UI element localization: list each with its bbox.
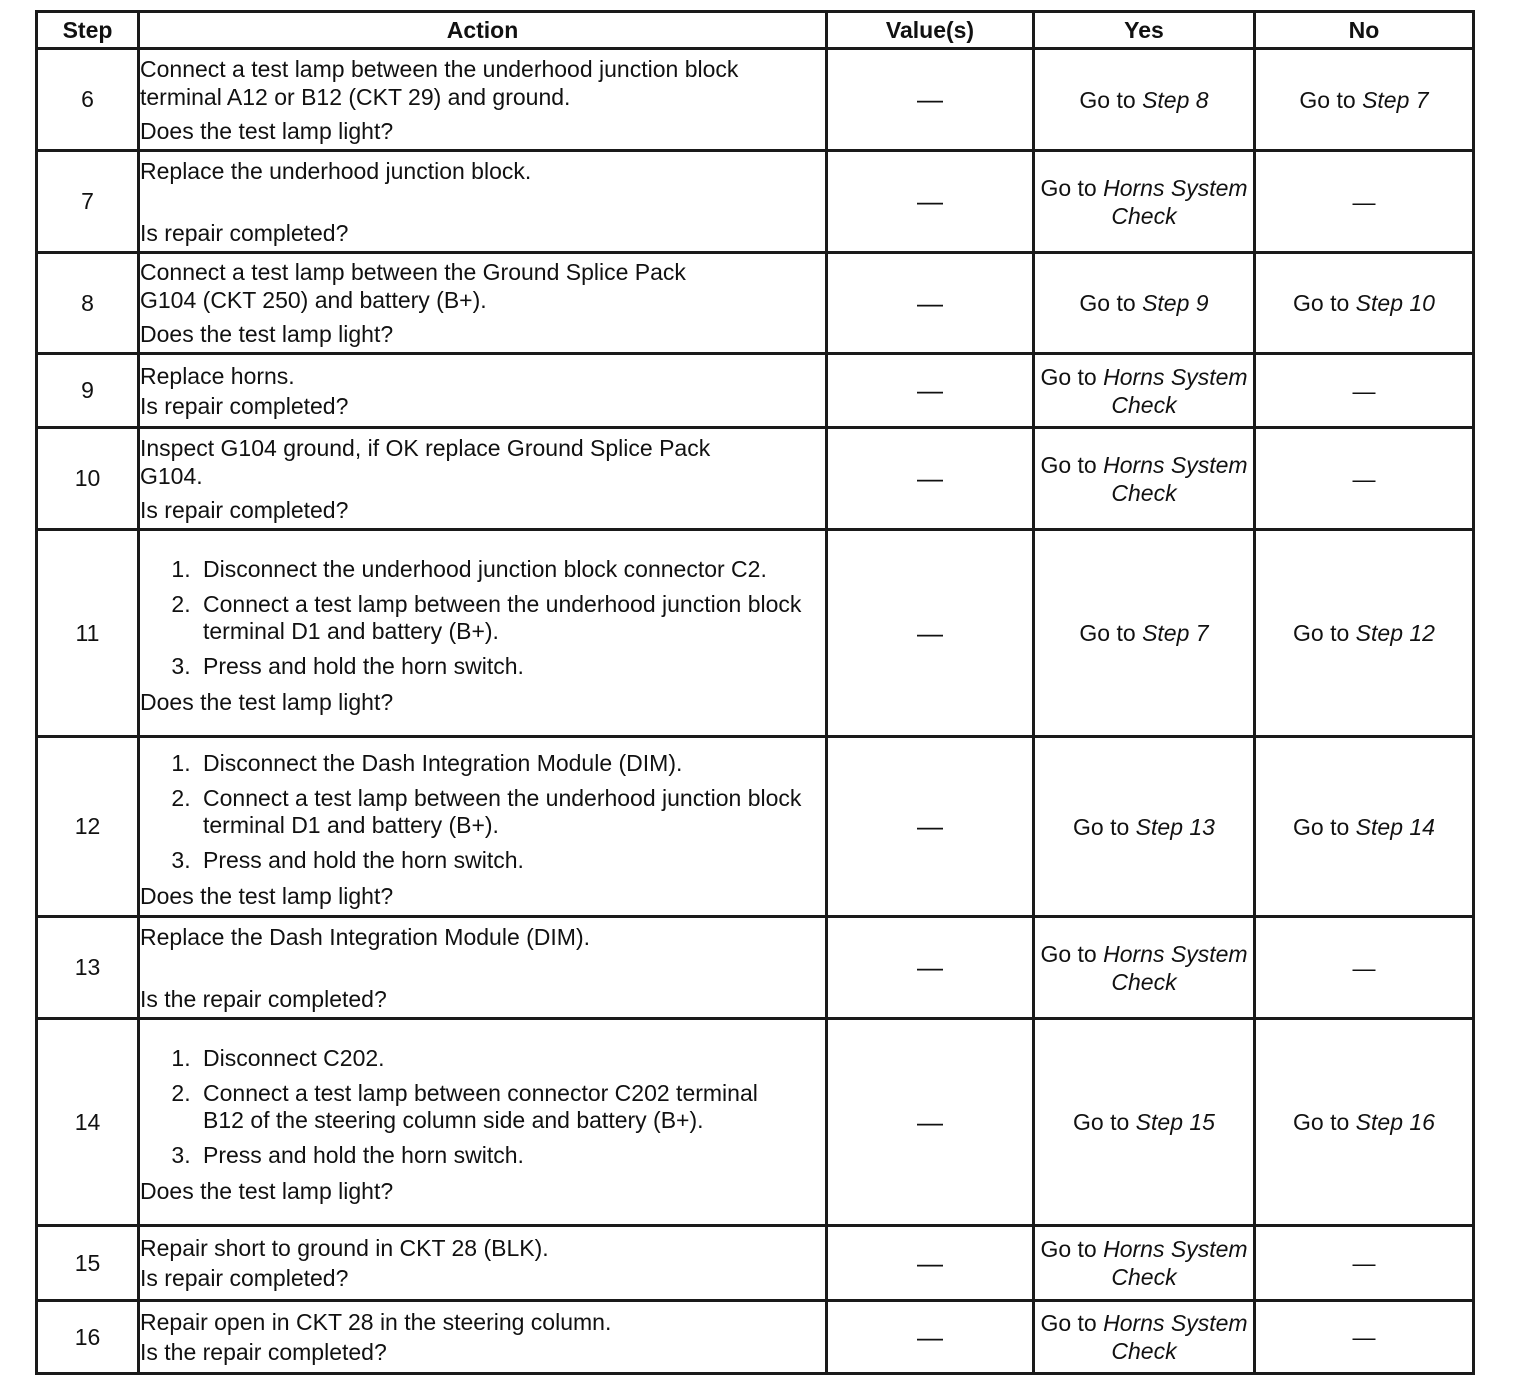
yes-reference: Step 15 xyxy=(1135,1109,1215,1135)
value-cell: — xyxy=(827,428,1034,530)
header-no: No xyxy=(1255,12,1474,49)
step-number: 7 xyxy=(37,151,139,253)
substep-list xyxy=(140,750,825,874)
action-question: Is repair completed? xyxy=(140,219,349,246)
yes-prefix: Go to xyxy=(1073,1109,1130,1135)
substep-item: 3. Press and hold the horn switch. xyxy=(197,847,825,874)
yes-reference: Step 9 xyxy=(1142,290,1209,316)
action-question: Does the test lamp light? xyxy=(140,882,394,909)
header-yes: Yes xyxy=(1034,12,1255,49)
yes-cell xyxy=(1034,49,1255,151)
action-question: Is the repair completed? xyxy=(140,1339,387,1365)
yes-cell xyxy=(1034,428,1255,530)
yes-cell xyxy=(1034,354,1255,428)
yes-cell xyxy=(1034,253,1255,354)
yes-cell xyxy=(1034,151,1255,253)
action-cell xyxy=(139,354,827,428)
value-cell: — xyxy=(827,1226,1034,1301)
no-prefix: Go to xyxy=(1293,813,1350,840)
value-cell: — xyxy=(827,151,1034,253)
value-cell: — xyxy=(827,1301,1034,1374)
yes-prefix: Go to xyxy=(1040,1310,1097,1336)
header-action: Action xyxy=(139,12,827,49)
no-reference: Step 16 xyxy=(1355,1109,1435,1135)
no-reference: Step 14 xyxy=(1355,813,1435,840)
yes-prefix: Go to xyxy=(1040,363,1097,390)
action-text: Replace the underhood junction block. xyxy=(140,157,532,184)
no-cell xyxy=(1255,530,1474,737)
action-question: Does the test lamp light? xyxy=(140,321,394,347)
yes-cell xyxy=(1034,1301,1255,1374)
action-question: Is repair completed? xyxy=(140,496,349,523)
no-cell xyxy=(1255,253,1474,354)
yes-cell xyxy=(1034,1019,1255,1226)
no-cell xyxy=(1255,49,1474,151)
yes-cell xyxy=(1034,1226,1255,1301)
no-cell: — xyxy=(1255,1226,1474,1301)
yes-cell xyxy=(1034,917,1255,1019)
table-row xyxy=(37,428,1474,530)
action-question: Does the test lamp light? xyxy=(140,117,394,144)
substep-item: 3. Press and hold the horn switch. xyxy=(197,1142,765,1169)
step-number: 13 xyxy=(37,917,139,1019)
substep-item: 2. Connect a test lamp between connector C202 terminal B12 of the steering column side and battery (B+). xyxy=(197,1080,765,1134)
substep-list xyxy=(140,1045,825,1169)
step-number: 8 xyxy=(37,253,139,354)
yes-reference: Horns System Check xyxy=(1103,174,1248,229)
step-number: 10 xyxy=(37,428,139,530)
action-cell xyxy=(139,253,827,354)
no-cell: — xyxy=(1255,151,1474,253)
no-prefix: Go to xyxy=(1293,1109,1350,1135)
table-row xyxy=(37,151,1474,253)
step-number: 12 xyxy=(37,737,139,917)
no-prefix: Go to xyxy=(1299,86,1356,113)
table-row xyxy=(37,1226,1474,1301)
step-number: 11 xyxy=(37,530,139,737)
substep-item: 2. Connect a test lamp between the underhood junction block terminal D1 and battery (B+). xyxy=(197,591,825,645)
action-text: Repair short to ground in CKT 28 (BLK). xyxy=(140,1235,549,1261)
substep-item: 1. Disconnect the Dash Integration Module (DIM). xyxy=(197,750,825,777)
step-number: 14 xyxy=(37,1019,139,1226)
substep-list xyxy=(140,556,825,680)
action-cell xyxy=(139,530,827,737)
yes-prefix: Go to xyxy=(1040,1236,1097,1262)
yes-prefix: Go to xyxy=(1079,86,1136,113)
no-cell: — xyxy=(1255,428,1474,530)
diagnostic-table xyxy=(35,10,1475,1375)
action-question: Is repair completed? xyxy=(140,392,349,419)
substep-item: 1. Disconnect C202. xyxy=(197,1045,765,1072)
action-cell xyxy=(139,1301,827,1374)
action-cell xyxy=(139,49,827,151)
yes-reference: Horns System Check xyxy=(1103,1236,1248,1290)
yes-reference: Horns System Check xyxy=(1103,363,1248,418)
no-reference: Step 12 xyxy=(1355,620,1435,646)
header-row xyxy=(37,12,1474,49)
action-cell xyxy=(139,428,827,530)
yes-cell xyxy=(1034,530,1255,737)
table-row xyxy=(37,354,1474,428)
yes-reference: Step 13 xyxy=(1135,813,1215,840)
table-row xyxy=(37,917,1474,1019)
no-cell: — xyxy=(1255,354,1474,428)
no-cell xyxy=(1255,737,1474,917)
value-cell: — xyxy=(827,354,1034,428)
value-cell: — xyxy=(827,253,1034,354)
action-cell xyxy=(139,151,827,253)
action-cell xyxy=(139,1019,827,1226)
action-question: Is the repair completed? xyxy=(140,985,387,1012)
table-row xyxy=(37,737,1474,917)
action-text: Replace the Dash Integration Module (DIM). xyxy=(140,923,590,950)
no-cell xyxy=(1255,1019,1474,1226)
header-values: Value(s) xyxy=(827,12,1034,49)
table-row xyxy=(37,530,1474,737)
no-cell: — xyxy=(1255,1301,1474,1374)
action-cell xyxy=(139,737,827,917)
yes-prefix: Go to xyxy=(1040,940,1097,967)
value-cell: — xyxy=(827,530,1034,737)
action-text: Connect a test lamp between the Ground Splice Pack G104 (CKT 250) and battery (B+). xyxy=(140,259,686,313)
no-reference: Step 10 xyxy=(1355,290,1435,316)
yes-cell xyxy=(1034,737,1255,917)
table-row xyxy=(37,1019,1474,1226)
header-step: Step xyxy=(37,12,139,49)
yes-reference: Step 7 xyxy=(1142,620,1209,646)
yes-reference: Horns System Check xyxy=(1103,940,1248,995)
action-question: Is repair completed? xyxy=(140,1265,349,1291)
action-text: Repair open in CKT 28 in the steering column. xyxy=(140,1309,612,1335)
step-number: 15 xyxy=(37,1226,139,1301)
action-cell xyxy=(139,917,827,1019)
table-row xyxy=(37,1301,1474,1374)
no-prefix: Go to xyxy=(1293,620,1350,646)
action-text: Inspect G104 ground, if OK replace Ground Splice Pack G104. xyxy=(140,434,711,489)
yes-reference: Horns System Check xyxy=(1103,451,1248,506)
action-question: Does the test lamp light? xyxy=(140,1178,394,1204)
value-cell: — xyxy=(827,737,1034,917)
table-row xyxy=(37,253,1474,354)
no-cell: — xyxy=(1255,917,1474,1019)
step-number: 9 xyxy=(37,354,139,428)
action-question: Does the test lamp light? xyxy=(140,689,394,715)
action-text: Connect a test lamp between the underhood junction block terminal A12 or B12 (CKT 29) and ground. xyxy=(140,55,739,110)
table-row xyxy=(37,49,1474,151)
yes-prefix: Go to xyxy=(1073,813,1130,840)
step-number: 6 xyxy=(37,49,139,151)
yes-reference: Step 8 xyxy=(1142,86,1209,113)
value-cell: — xyxy=(827,917,1034,1019)
substep-item: 2. Connect a test lamp between the underhood junction block terminal D1 and battery (B+). xyxy=(197,785,825,839)
step-number: 16 xyxy=(37,1301,139,1374)
yes-prefix: Go to xyxy=(1040,451,1097,478)
action-text: Replace horns. xyxy=(140,362,295,389)
yes-prefix: Go to xyxy=(1040,174,1097,201)
substep-item: 3. Press and hold the horn switch. xyxy=(197,653,825,680)
no-prefix: Go to xyxy=(1293,290,1350,316)
no-reference: Step 7 xyxy=(1362,86,1429,113)
value-cell: — xyxy=(827,49,1034,151)
value-cell: — xyxy=(827,1019,1034,1226)
yes-prefix: Go to xyxy=(1079,290,1136,316)
action-cell xyxy=(139,1226,827,1301)
yes-prefix: Go to xyxy=(1079,620,1136,646)
yes-reference: Horns System Check xyxy=(1103,1310,1248,1364)
substep-item: 1. Disconnect the underhood junction block connector C2. xyxy=(197,556,825,583)
